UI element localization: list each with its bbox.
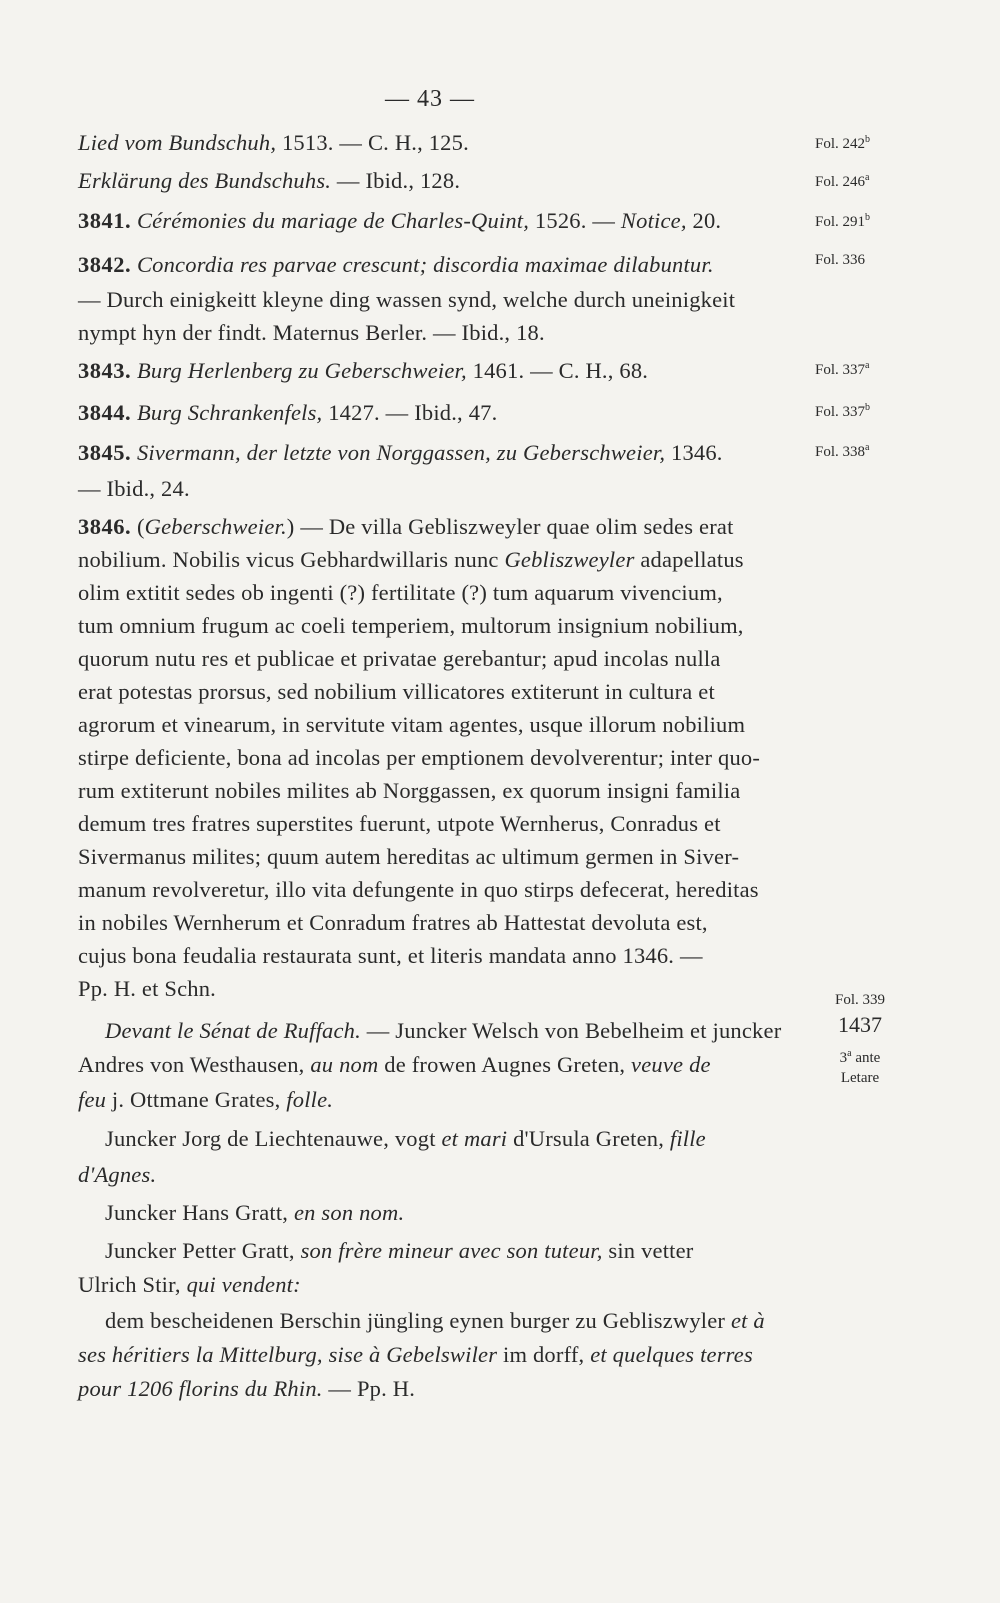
margin-folio xyxy=(815,208,905,232)
para-3846-line: cujus bona feudalia restaurata sunt, et literis mandata anno 1346. — xyxy=(78,943,703,968)
entry-title: Lied vom Bundschuh, xyxy=(78,130,277,155)
deed-line xyxy=(78,1340,800,1370)
page-number: — 43 — xyxy=(385,86,475,112)
deed-text: sin vetter xyxy=(602,1238,694,1263)
entry-number: 3845. xyxy=(78,440,132,465)
entry-ref: 20. xyxy=(686,208,722,233)
entry-ref: 1461. — C. H., 68. xyxy=(466,358,649,383)
para-3846-line xyxy=(78,545,800,575)
deed-text: Andres von Westhausen, xyxy=(78,1052,311,1077)
entry-ref: 1427. — Ibid., 47. xyxy=(322,400,498,425)
entry-line xyxy=(78,438,800,468)
folio-sup: b xyxy=(865,212,871,223)
entry-line xyxy=(78,285,800,315)
entry-line xyxy=(78,398,800,428)
deed-italic: ses héritiers la Mittelburg, sise à Gebelswiler xyxy=(78,1342,498,1367)
entry-number: 3841. xyxy=(78,208,132,233)
margin-folio xyxy=(815,398,905,422)
deed-line xyxy=(105,1124,800,1154)
para-italic: Gebliszweyler xyxy=(504,547,635,572)
deed-line xyxy=(105,1198,800,1228)
margin-folio xyxy=(815,168,905,192)
deed-text: — Pp. H. xyxy=(322,1376,416,1401)
entry-title: Concordia res parvae crescunt; discordia maximae dilabuntur. xyxy=(136,252,714,277)
margin-folio: Fol. 339 xyxy=(834,992,885,1008)
para-3846-line: olim extitit sedes ob ingenti (?) fertilitate (?) tum aquarum vivencium, xyxy=(78,580,723,605)
para-text: nobilium. Nobilis vicus Gebhardwillaris nunc xyxy=(78,547,505,572)
folio-text: Fol. 291 xyxy=(815,214,866,230)
folio-text: Fol. 337 xyxy=(815,362,866,378)
para-3846-line: rum extiterunt nobiles milites ab Norggassen, ex quorum insigni familia xyxy=(78,778,741,803)
deed-text: Juncker Petter Gratt, xyxy=(105,1238,301,1263)
deed-line xyxy=(78,1270,800,1300)
deed-line xyxy=(78,1050,800,1080)
deed-text: Juncker Hans Gratt, xyxy=(105,1200,294,1225)
para-3846-line: Pp. H. et Schn. xyxy=(78,976,216,1001)
entry-ref: — Ibid., 128. xyxy=(331,168,461,193)
para-3846-line: tum omnium frugum ac coeli temperiem, multorum insignium nobilium, xyxy=(78,613,744,638)
entry-title: Burg Herlenberg zu Geberschweier, xyxy=(136,358,467,383)
para-text: adapellatus xyxy=(634,547,744,572)
folio-text: Fol. 242 xyxy=(815,136,866,152)
deed-italic: fille xyxy=(669,1126,706,1151)
para-3846-line: agrorum et vinearum, in servitute vitam agentes, usque illorum nobilium xyxy=(78,712,746,737)
deed-text: Ulrich Stir, xyxy=(78,1272,187,1297)
deed-italic: pour 1206 florins du Rhin. xyxy=(78,1376,323,1401)
entry-title: Cérémonies du mariage de Charles-Quint, xyxy=(136,208,530,233)
para-3846-line: Sivermanus milites; quum autem hereditas ac ultimum germen in Siver- xyxy=(78,844,740,869)
margin-date xyxy=(820,1044,900,1068)
para-3846-line: in nobiles Wernherum et Conradum fratres ab Hattestat devoluta est, xyxy=(78,910,708,935)
deed-text: im dorff, xyxy=(497,1342,591,1367)
entry-number: 3843. xyxy=(78,358,132,383)
entry-ref-italic: Notice, xyxy=(620,208,687,233)
para-text: ( xyxy=(131,514,145,539)
deed-italic: folle. xyxy=(286,1087,334,1112)
entry-number: 3844. xyxy=(78,400,132,425)
margin-folio xyxy=(815,356,905,380)
folio-text: Fol. 337 xyxy=(815,404,866,420)
deed-line xyxy=(105,1306,800,1336)
margin-year: 1437 xyxy=(838,1012,882,1037)
folio-text: Fol. 338 xyxy=(815,444,866,460)
entry-line xyxy=(78,250,800,280)
deed-italic: et mari xyxy=(441,1126,508,1151)
folio-text: Fol. 246 xyxy=(815,174,866,190)
deed-text: dem bescheidenen Berschin jüngling eynen burger zu Gebliszwyler xyxy=(105,1308,731,1333)
folio-sup: a xyxy=(865,172,870,183)
folio-text: Fol. 336 xyxy=(815,252,866,268)
deed-line xyxy=(78,1374,800,1404)
entry-line xyxy=(78,128,800,158)
entry-title: Burg Schrankenfels, xyxy=(136,400,323,425)
deed-text: d'Ursula Greten, xyxy=(507,1126,670,1151)
margin-folio xyxy=(815,130,905,154)
entry-ref: 1346. xyxy=(665,440,723,465)
folio-sup: b xyxy=(865,402,871,413)
deed-line xyxy=(105,1016,800,1046)
margin-letare: Letare xyxy=(840,1070,880,1086)
deed-italic: et à xyxy=(730,1308,765,1333)
deed-italic: au nom xyxy=(310,1052,379,1077)
entry-number: 3846. xyxy=(78,514,132,539)
deed-line xyxy=(105,1236,800,1266)
margin-folio xyxy=(815,438,905,462)
deed-italic: en son nom. xyxy=(293,1200,405,1225)
entry-line xyxy=(78,206,800,236)
para-text: ) — De villa Gebliszweyler quae olim sedes erat xyxy=(286,514,734,539)
entry-title: Erklärung des Bundschuhs. xyxy=(78,168,332,193)
deed-text: j. Ottmane Grates, xyxy=(106,1087,287,1112)
folio-sup: a xyxy=(865,442,870,453)
entry-ref: — Ibid., 24. xyxy=(78,476,190,501)
deed-italic: Devant le Sénat de Ruffach. xyxy=(105,1018,361,1043)
deed-text: Juncker Jorg de Liechtenauwe, vogt xyxy=(105,1126,442,1151)
deed-text: — Juncker Welsch von Bebelheim et juncker xyxy=(360,1018,782,1043)
entry-ref: 1526. — xyxy=(529,208,621,233)
para-italic: Geberschweier. xyxy=(144,514,287,539)
deed-italic: d'Agnes. xyxy=(78,1162,157,1187)
para-3846-line: manum revolveretur, illo vita defungente in quo stirps defecerat, hereditas xyxy=(78,877,759,902)
entry-line xyxy=(78,318,800,348)
folio-sup: b xyxy=(865,134,871,145)
date-sup: a xyxy=(847,1048,852,1059)
date-day: 3 xyxy=(839,1050,848,1066)
entry-title: Sivermann, der letzte von Norggassen, zu Geberschweier, xyxy=(136,440,666,465)
deed-italic: son frère mineur avec son tuteur, xyxy=(300,1238,603,1263)
entry-text: nympt hyn der findt. Maternus Berler. — Ibid., 18. xyxy=(78,320,545,345)
entry-ref: 1513. — C. H., 125. xyxy=(276,130,469,155)
deed-italic: feu xyxy=(78,1087,107,1112)
entry-line xyxy=(78,356,800,386)
deed-italic: qui vendent: xyxy=(186,1272,301,1297)
para-3846-line: demum tres fratres superstites fuerunt, utpote Wernherus, Conradus et xyxy=(78,811,721,836)
deed-line xyxy=(78,1160,800,1190)
entry-line xyxy=(78,474,800,504)
para-3846-line: erat potestas prorsus, sed nobilium villicatores extiterunt in cultura et xyxy=(78,679,715,704)
date-ante: ante xyxy=(855,1050,881,1066)
para-3846-line: stirpe deficiente, bona ad incolas per emptionem devolverentur; inter quo- xyxy=(78,745,761,770)
deed-italic: et quelques terres xyxy=(590,1342,753,1367)
deed-text: de frowen Augnes Greten, xyxy=(378,1052,632,1077)
para-3846-line: quorum nutu res et publicae et privatae gerebantur; apud incolas nulla xyxy=(78,646,721,671)
entry-number: 3842. xyxy=(78,252,132,277)
para-3846-line xyxy=(78,512,800,542)
deed-italic: veuve de xyxy=(631,1052,711,1077)
folio-sup: a xyxy=(865,360,870,371)
margin-folio xyxy=(815,250,905,270)
deed-line xyxy=(78,1085,800,1115)
entry-line xyxy=(78,166,800,196)
entry-text: — Durch einigkeitt kleyne ding wassen synd, welche durch uneinigkeit xyxy=(78,287,736,312)
